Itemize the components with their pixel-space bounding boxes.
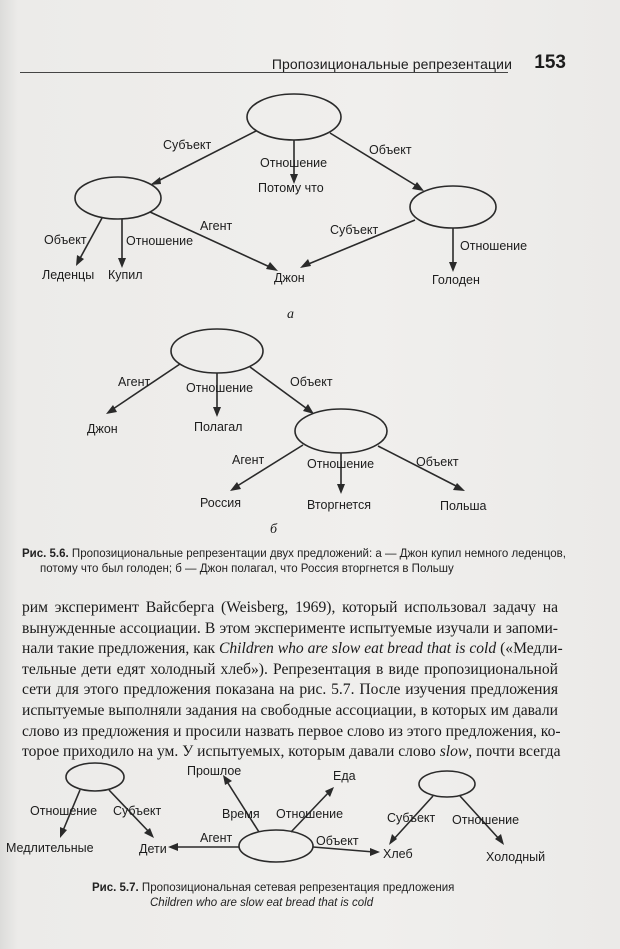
figure-5-6-caption [22,547,570,577]
label-relation-right-a: Отношение [460,239,528,253]
arrowhead [230,482,241,491]
label-relation-top-a: Отношение [260,156,328,170]
figure-label-b: б [270,522,278,537]
leaf-candies: Леденцы [42,268,95,282]
node-right-57 [419,771,475,797]
label-time-57: Время [222,807,260,821]
text-run: торое приходило на ум. У испытуемых, которым давали слово [22,743,440,761]
arrowhead [453,483,465,491]
leaf-hungry: Голоден [432,273,480,287]
label-relation-right-b: Отношение [307,457,375,471]
figure-label-a: а [287,307,294,322]
label-object-left-a: Объект [44,233,87,247]
arrowhead [118,258,126,268]
caption-line: потому что был голоден; б — Джон полагал, что Россия вторгнется в Польшу [40,563,454,575]
label-object-57: Объект [316,834,359,848]
label-subject-left-57: Субъект [113,804,162,818]
label-relation-top-b: Отношение [186,381,254,395]
arrowhead [76,255,84,266]
node-center-57 [239,830,313,862]
arrowhead [213,407,221,417]
caption-line: Пропозициональные репрезентации двух предложений: а — Джон купил немного леденцов, [71,548,566,560]
arrowhead [389,834,397,845]
caption-line: Children who are slow eat bread that is cold [150,897,374,909]
leaf-russia: Россия [200,496,241,510]
label-object-top-b: Объект [290,375,333,389]
text-run: («Медли- [496,640,563,658]
leaf-believed: Полагал [194,420,243,434]
edge-object-top-b [250,367,310,411]
leaf-bought: Купил [108,268,143,282]
label-object-top-a: Объект [369,143,412,157]
cue-word: slow [439,743,469,761]
node-top-b [171,329,263,373]
arrowhead [300,259,311,268]
leaf-john-b: Джон [87,422,118,436]
example-sentence: Children who are slow eat bread that is cold [218,640,497,658]
leaf-poland: Польша [440,499,487,513]
label-agent-57: Агент [200,831,233,845]
arrowhead [168,843,178,851]
arrowhead [303,404,314,414]
arrowhead [144,828,154,838]
text-line: сети для этого предложения показана на рис. 5.7. После изучения предложения [22,681,558,699]
leaf-children: Дети [139,842,167,856]
label-agent-right-b: Агент [232,453,265,467]
caption-number: Рис. 5.6. [22,548,69,560]
body-paragraph [22,598,563,763]
label-because: Потому что [258,181,324,195]
text-run: нали такие предложения, как [22,640,219,658]
text-line [22,639,563,660]
arrowhead [266,262,278,271]
text-line: тельные дети едят холодный хлеб»). Репрезентация в виде пропозициональной [22,660,558,678]
node-left-a [75,177,161,219]
leaf-past: Прошлое [187,764,242,778]
label-agent-a: Агент [200,219,233,233]
arrowhead [449,262,457,272]
node-right-a [410,186,496,228]
header-title: Пропозициональные репрезентации [271,56,512,72]
node-top-a [247,94,341,140]
leaf-invade: Вторгнется [307,498,372,512]
arrowhead [60,827,67,838]
arrowhead [337,484,345,494]
arrowhead [106,405,117,414]
caption-number: Рис. 5.7. [92,882,139,894]
leaf-slow: Медлительные [6,841,94,855]
edge-time-57 [226,780,259,832]
text-line: рим эксперимент Вайсберга (Weisberg, 1969), который использовал задачу на [22,599,558,616]
arrowhead [150,177,161,185]
leaf-eat: Еда [333,769,356,783]
text-run: , почти всегда [468,743,561,761]
caption-line: Пропозициональная сетевая репрезентация предложения [141,882,455,894]
label-relation-center-57: Отношение [276,807,344,821]
label-agent-top-b: Агент [118,375,151,389]
node-right-b [295,409,387,453]
label-object-right-b: Объект [416,455,459,469]
label-subject-right-a: Субъект [330,223,379,237]
label-relation-left-57: Отношение [30,804,98,818]
text-line: слово из предложения и просили назвать первое слово из этого предложения, ко- [22,722,561,740]
text-line [22,742,561,763]
leaf-cold: Холодный [486,850,546,864]
label-relation-left-a: Отношение [126,234,194,248]
label-relation-right-57: Отношение [452,813,520,827]
edge-object-top-a [330,133,420,188]
label-subject-a: Субъект [163,138,212,152]
text-line: испытуемые выполняли задания на свободные ассоциации, в которых им давали [22,701,558,719]
node-left-57 [66,763,124,791]
label-subject-right-57: Субъект [387,811,436,825]
text-line: вынужденные ассоциации. В этом эксперименте испытуемые изучали и запоми- [22,619,558,637]
page-number: 153 [534,52,566,73]
leaf-john-a: Джон [274,271,305,285]
leaf-bread: Хлеб [383,847,413,861]
arrowhead [370,848,380,856]
figure-5-7-caption [92,881,532,911]
